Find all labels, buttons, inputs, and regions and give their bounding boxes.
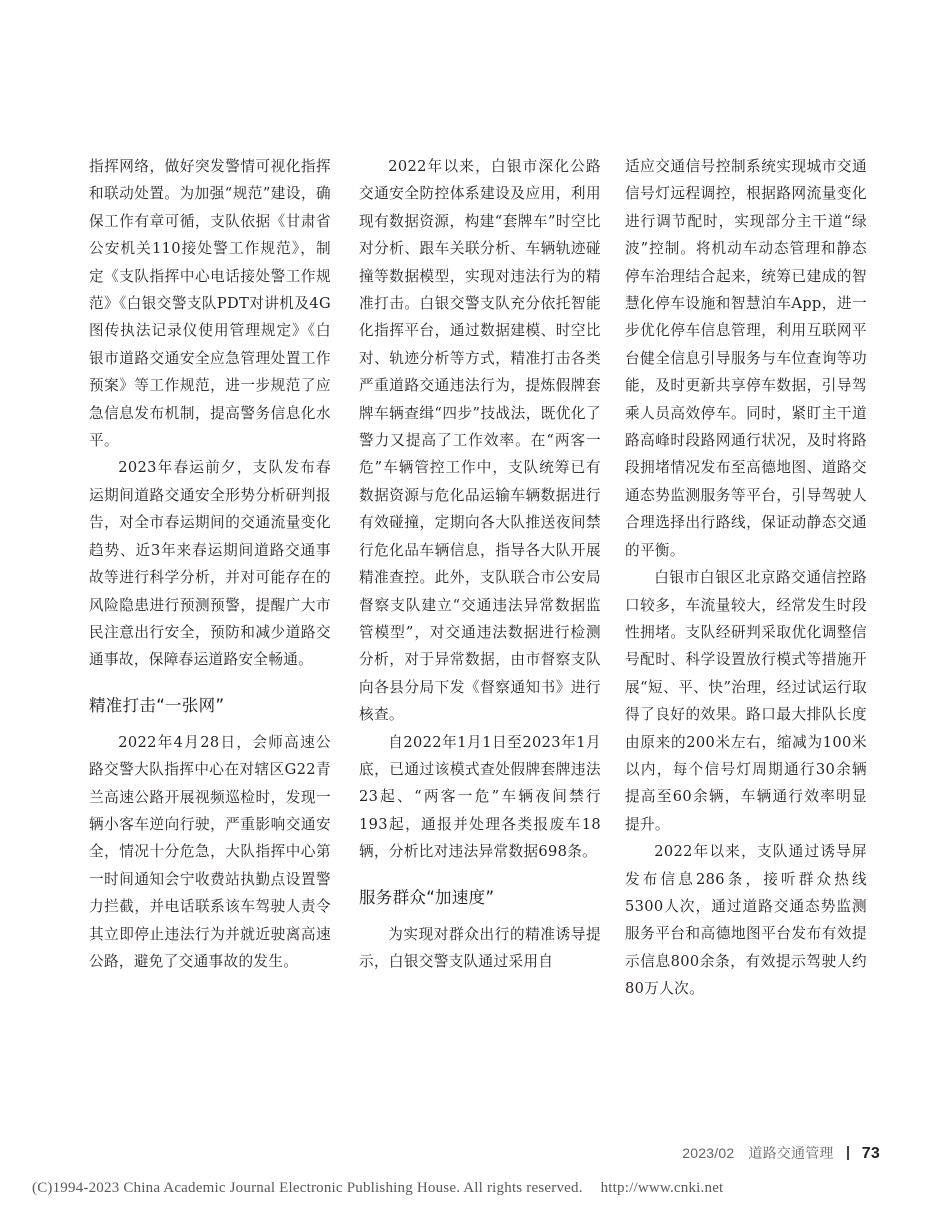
copyright-text: (C)1994-2023 China Academic Journal Electronic Publishing House. All rights reserved. bbox=[32, 1180, 583, 1196]
paragraph: 适应交通信号控制系统实现城市交通信号灯远程调控，根据路网流量变化进行调节配时，实现部分主干道“绿波”控制。将机动车动态管理和静态停车治理结合起来，统筹已建成的智慧化停车设施和智慧泊车App，进一步优化停车信息管理，利用互联网平台健全信息引导服务与车位查询等功能，及时更新共享停车数据，引导驾乘人员高效停车。同时，紧盯主干道路高峰时段路网通行状况，及时将路段拥堵情况发布至高德地图、道路交通态势监测服务等平台，引导驾驶人合理选择出行路线，保证动静态交通的平衡。 bbox=[625, 158, 867, 559]
page-footer bbox=[682, 1143, 880, 1163]
article-column-2 bbox=[359, 153, 601, 975]
journal-name: 道路交通管理 bbox=[748, 1145, 834, 1161]
section-heading: 精准打击“一张网” bbox=[89, 695, 225, 715]
paragraph: 2022年以来，支队通过诱导屏发布信息286条，接听群众热线5300人次，通过道路交通态势监测服务平台和高德地图平台发布有效提示信息800余条，有效提示驾驶人约80万人次。 bbox=[625, 843, 867, 998]
footer-divider bbox=[847, 1146, 849, 1160]
issue-number: 2023/02 bbox=[682, 1145, 735, 1161]
paragraph: 为实现对群众出行的精准诱导提示，白银交警支队通过采用自 bbox=[359, 925, 601, 970]
page-number: 73 bbox=[861, 1145, 880, 1162]
paragraph: 指挥网络，做好突发警情可视化指挥和联动处置。为加强“规范”建设，确保工作有章可循，支队依据《甘肃省公安机关110接处警工作规范》，制定《支队指挥中心电话接处警工作规范》《白银交警支队PDT对讲机及4G图传执法记录仪使用管理规定》《白银市道路交通安全应急管理处置工作预案》等工作规范，进一步规范了应急信息发布机制，提高警务信息化水平。 bbox=[89, 158, 331, 450]
article-column-1 bbox=[89, 153, 331, 975]
paragraph: 2023年春运前夕，支队发布春运期间道路交通安全形势分析研判报告，对全市春运期间的交通流量变化趋势、近3年来春运期间道路交通事故等进行科学分析，并对可能存在的风险隐患进行预测预警，提醒广大市民注意出行安全，预防和减少道路交通事故，保障春运道路安全畅通。 bbox=[89, 459, 331, 669]
paragraph: 自2022年1月1日至2023年1月底，已通过该模式查处假牌套牌违法23起、“两客一危”车辆夜间禁行193起，通报并处理各类报废车18辆，分析比对违法异常数据698条。 bbox=[359, 733, 601, 861]
section-heading: 服务群众“加速度” bbox=[359, 887, 495, 907]
article-column-3 bbox=[625, 153, 867, 1003]
paragraph: 白银市白银区北京路交通信控路口较多，车流量较大，经常发生时段性拥堵。支队经研判采取优化调整信号配时、科学设置放行模式等措施开展“短、平、快”治理，经过试运行取得了良好的效果。路口最大排队长度由原来的200米左右，缩减为100米以内，每个信号灯周期通行30余辆提高至60余辆，车辆通行效率明显提升。 bbox=[625, 569, 867, 833]
paragraph: 2022年4月28日，会师高速公路交警大队指挥中心在对辖区G22青兰高速公路开展视频巡检时，发现一辆小客车逆向行驶，严重影响交通安全，情况十分危急，大队指挥中心第一时间通知会宁收费站执勤点设置警力拦截，并电话联系该车驾驶人责令其立即停止违法行为并就近驶离高速公路，避免了交通事故的发生。 bbox=[89, 733, 331, 970]
copyright-notice bbox=[32, 1180, 723, 1197]
copyright-url[interactable]: http://www.cnki.net bbox=[600, 1180, 724, 1196]
paragraph: 2022年以来，白银市深化公路交通安全防控体系建设及应用，利用现有数据资源，构建“套牌车”时空比对分析、跟车关联分析、车辆轨迹碰撞等数据模型，实现对违法行为的精准打击。白银交警支队充分依托智能化指挥平台，通过数据建模、时空比对、轨迹分析等方式，精准打击各类严重道路交通违法行为，提炼假牌套牌车辆查缉“四步”技战法，既优化了警力又提高了工作效率。在“两客一危”车辆管控工作中，支队统筹已有数据资源与危化品运输车辆数据进行有效碰撞，定期向各大队推送夜间禁行危化品车辆信息，指导各大队开展精准查控。此外，支队联合市公安局督察支队建立“交通违法异常数据监管模型”，对交通违法数据进行检测分析，对于异常数据，由市督察支队向各县分局下发《督察通知书》进行核查。 bbox=[359, 158, 601, 724]
